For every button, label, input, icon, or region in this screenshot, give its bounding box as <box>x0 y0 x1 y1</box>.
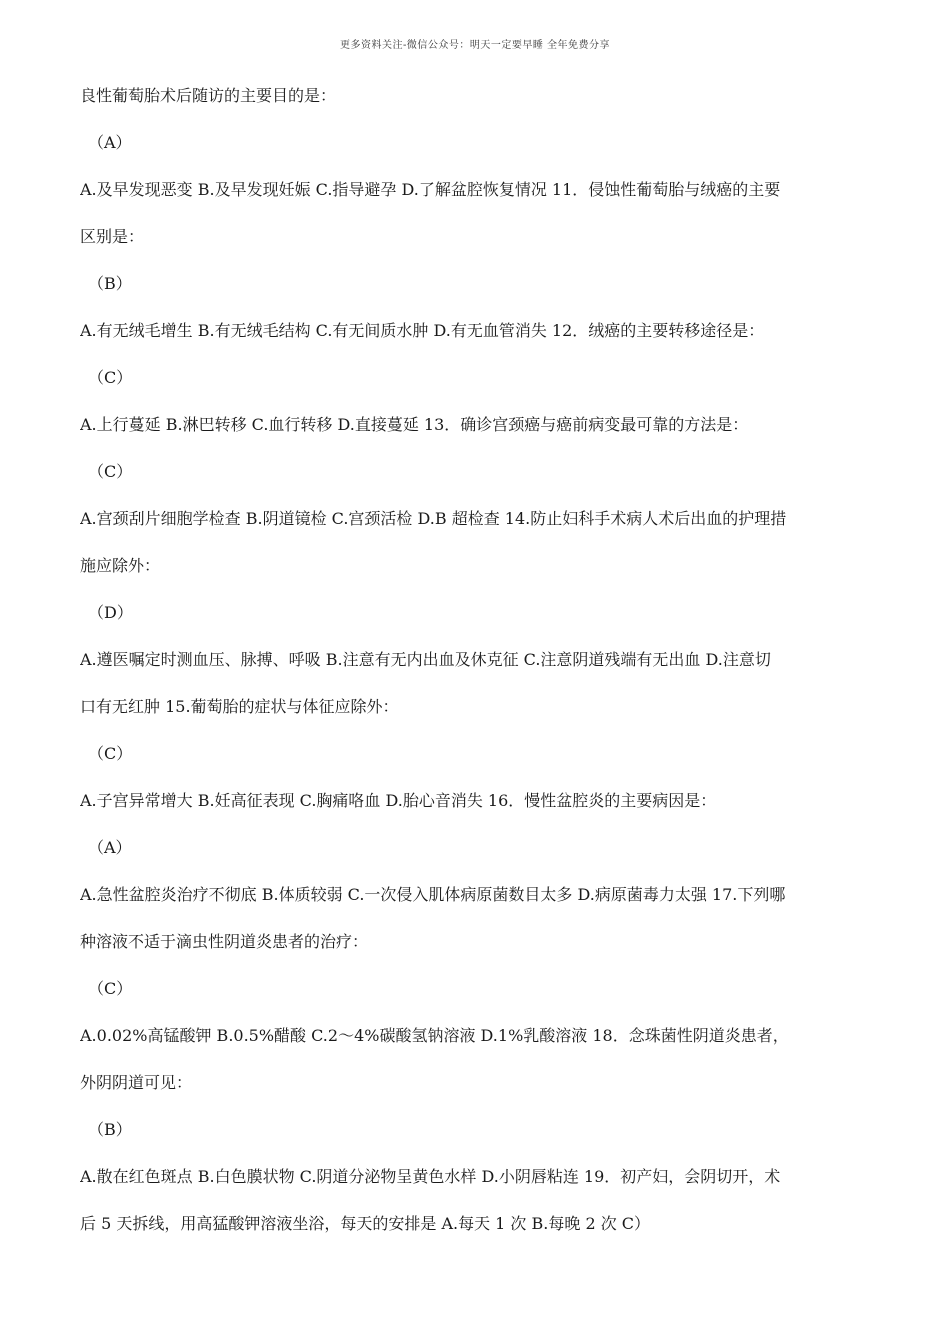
options-line: 后 5 天拆线，用高猛酸钾溶液坐浴，每天的安排是 A.每天 1 次 B.每晚 2 次 C） <box>80 1214 651 1233</box>
answer-line: （B） <box>88 274 132 293</box>
answer-line: （A） <box>88 133 132 152</box>
answer-line: （B） <box>88 1120 132 1139</box>
options-line: A.及早发现恶变 B.及早发现妊娠 C.指导避孕 D.了解盆腔恢复情况 11．侵蚀性葡萄胎与绒癌的主要 <box>80 180 781 199</box>
options-line: A.急性盆腔炎治疗不彻底 B.体质较弱 C.一次侵入肌体病原菌数目太多 D.病原菌毒力太强 17.下列哪 <box>80 885 786 904</box>
options-line: 口有无红肿 15.葡萄胎的症状与体征应除外： <box>80 697 399 716</box>
question-text: 区别是： <box>80 227 145 246</box>
question-text: 施应除外： <box>80 556 161 575</box>
answer-line: （D） <box>88 603 133 622</box>
options-line: A.遵医嘱定时测血压、脉搏、呼吸 B.注意有无内出血及休克征 C.注意阴道残端有无出血 D.注意切 <box>80 650 771 669</box>
question-text: 良性葡萄胎术后随访的主要目的是： <box>80 86 337 105</box>
options-line: A.散在红色斑点 B.白色膜状物 C.阴道分泌物呈黄色水样 D.小阴唇粘连 19．初产妇，会阴切开，术 <box>80 1167 781 1186</box>
answer-line: （C） <box>88 744 133 763</box>
answer-line: （A） <box>88 838 132 857</box>
options-line: A.有无绒毛增生 B.有无绒毛结构 C.有无间质水肿 D.有无血管消失 12．绒癌的主要转移途径是： <box>80 321 765 340</box>
answer-line: （C） <box>88 368 133 387</box>
options-line: A.0.02%高锰酸钾 B.0.5%醋酸 C.2～4%碳酸氢钠溶液 D.1%乳酸溶液 18．念珠菌性阴道炎患者， <box>80 1026 789 1045</box>
document-body <box>80 72 872 1247</box>
options-line: A.宫颈刮片细胞学检查 B.阴道镜检 C.宫颈活检 D.B 超检查 14.防止妇科手术病人术后出血的护理措 <box>80 509 787 528</box>
question-text: 种溶液不适于滴虫性阴道炎患者的治疗： <box>80 932 369 951</box>
question-text: 外阴阴道可见： <box>80 1073 193 1092</box>
options-line: A.子宫异常增大 B.妊高征表现 C.胸痛咯血 D.胎心音消失 16．慢性盆腔炎的主要病因是： <box>80 791 717 810</box>
page-header: 更多资料关注-微信公众号：明天一定要早睡 全年免费分享 <box>339 40 611 51</box>
options-line: A.上行蔓延 B.淋巴转移 C.血行转移 D.直接蔓延 13．确诊宫颈癌与癌前病变最可靠的方法是： <box>80 415 749 434</box>
answer-line: （C） <box>88 979 133 998</box>
answer-line: （C） <box>88 462 133 481</box>
